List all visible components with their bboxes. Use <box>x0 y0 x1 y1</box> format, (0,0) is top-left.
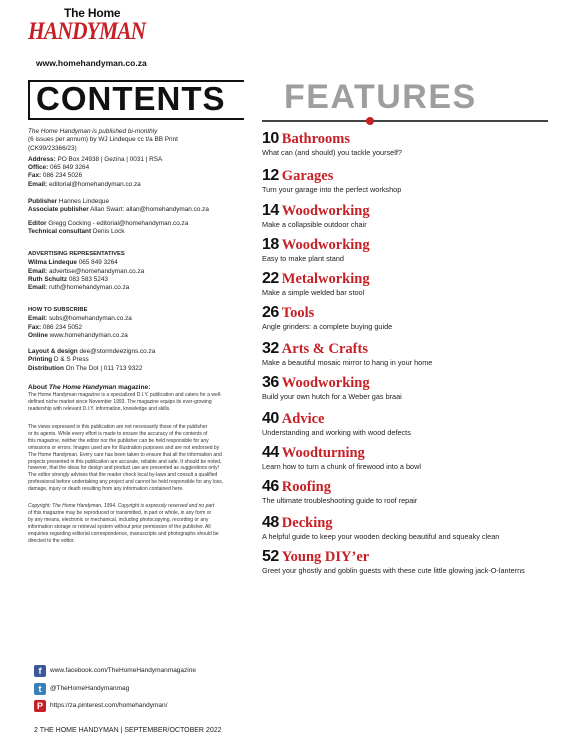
subs-online-label: Online <box>28 331 48 339</box>
publisher-value: Hannes Lindeque <box>58 198 110 205</box>
feature-heading <box>262 478 562 496</box>
feature-description: What can (and should) you tackle yourself? <box>262 148 402 157</box>
feature-description: Make a beautiful mosaic mirror to hang in your home <box>262 358 433 367</box>
subs-email-label: Email: <box>28 315 48 323</box>
disclaimer-line: damage, injury or death resulting from any information contained here. <box>28 486 184 493</box>
feature-heading <box>262 548 562 566</box>
email-label: Email: <box>28 180 48 188</box>
feature-page-number: 40 <box>262 410 279 427</box>
disclaimer-line: however, that the ideas for design and product use are presented as suggestions only! <box>28 465 219 472</box>
feature-page-number: 22 <box>262 270 279 287</box>
pinterest-icon: P <box>34 700 46 712</box>
feature-heading <box>262 236 562 254</box>
layout-label: Layout & design <box>28 348 78 355</box>
feature-page-number: 48 <box>262 514 279 531</box>
feature-page-number: 32 <box>262 340 279 357</box>
subscribe-info <box>28 306 132 340</box>
feature-title: Roofing <box>281 479 331 495</box>
feature-title: Garages <box>281 168 334 184</box>
feature-description: Turn your garage into the perfect workshop <box>262 185 402 194</box>
disclaimer-line: The Home Handyman. Every care has been taken to ensure that all the information and <box>28 451 222 458</box>
disclaimer-section <box>28 424 223 493</box>
editorial-email-link[interactable]: editorial@homehandyman.co.za <box>48 180 141 188</box>
social-link[interactable] <box>34 665 234 678</box>
logo-url[interactable]: www.homehandyman.co.za <box>36 58 147 68</box>
rep1-email-label: Email: <box>28 267 48 275</box>
feature-page-number: 46 <box>262 478 279 495</box>
copyright-section <box>28 503 219 544</box>
advertising-heading: ADVERTISING REPRESENTATIVES <box>28 251 125 257</box>
page-footer: 2 THE HOME HANDYMAN | SEPTEMBER/OCTOBER 2022 <box>34 727 222 734</box>
contents-heading: CONTENTS <box>36 80 226 117</box>
copyright-line: Copyright: The Home Handyman, 1994. Copyright is expressly reserved and no part <box>28 503 215 509</box>
feature-title: Woodworking <box>281 237 370 253</box>
disclaimer-line: omissions or errors. Images used are for illustration purposes and are not endorsed by <box>28 444 220 451</box>
feature-description: Easy to make plant stand <box>262 254 344 263</box>
feature-item[interactable] <box>262 202 562 229</box>
about-section <box>28 384 222 413</box>
subs-fax-label: Fax: <box>28 323 42 331</box>
publisher-label: Publisher <box>28 198 58 205</box>
printing-label: Printing <box>28 356 53 364</box>
feature-heading <box>262 130 562 148</box>
magazine-logo <box>28 6 158 76</box>
feature-description: Learn how to turn a chunk of firewood into a bowl <box>262 462 422 471</box>
office-value: 065 849 3264 <box>50 164 90 172</box>
rep1-name: Wilma Lindeque <box>28 259 77 267</box>
feature-item[interactable] <box>262 236 562 263</box>
disclaimer-line: projects presented in this publication are accurate, reliable and safe. It should be noted, <box>28 458 222 465</box>
address-label: Address: <box>28 155 56 163</box>
logo-top-text: The Home <box>64 6 121 20</box>
copyright-line: by any means, electronic or mechanical, including photocopying, recording or any <box>28 516 209 523</box>
about-line: The Home Handyman magazine is a specialized D.I.Y. publication and caters for a well- <box>28 392 222 399</box>
feature-page-number: 36 <box>262 374 279 391</box>
intro-line: The Home Handyman is published bi-monthly <box>28 128 158 135</box>
feature-item[interactable] <box>262 167 562 194</box>
feature-item[interactable] <box>262 410 562 437</box>
feature-heading <box>262 514 562 532</box>
about-heading-post: magazine: <box>118 384 151 391</box>
feature-description: A helpful guide to keep your wooden decking beautiful and squeaky clean <box>262 532 500 541</box>
rep1-phone: 065 849 3264 <box>78 259 118 267</box>
disclaimer-line: The views expressed in this publication are not necessarily those of the publisher <box>28 424 208 430</box>
feature-item[interactable] <box>262 548 562 575</box>
feature-title: Young DIY’er <box>281 549 370 565</box>
disclaimer-line: professional before undertaking any project and cannot be held responsible for any loss, <box>28 479 224 486</box>
subscribe-heading: HOW TO SUBSCRIBE <box>28 307 88 313</box>
copyright-line: directed to the editor. <box>28 537 75 544</box>
about-line: defined niche market since November 1993. The magazine equips its ever-growing <box>28 399 212 406</box>
feature-item[interactable] <box>262 130 562 157</box>
feature-item[interactable] <box>262 374 562 401</box>
feature-heading <box>262 374 562 392</box>
feature-page-number: 18 <box>262 236 279 253</box>
feature-item[interactable] <box>262 270 562 297</box>
rep2-phone: 083 583 5243 <box>68 275 108 283</box>
social-link[interactable] <box>34 700 234 713</box>
rep1-email-link[interactable]: advertise@homehandyman.co.za <box>48 267 145 275</box>
assoc-publisher-value: Allan Swart: allan@homehandyman.co.za <box>90 206 209 214</box>
rep2-email-label: Email: <box>28 284 48 292</box>
feature-item[interactable] <box>262 444 562 471</box>
feature-title: Woodworking <box>281 203 370 219</box>
editor-label: Editor <box>28 219 47 227</box>
distribution-value: On The Dot | 011 713 9322 <box>65 364 143 372</box>
subs-email-link[interactable]: subs@homehandyman.co.za <box>48 315 132 323</box>
copyright-line: information storage or retrieval system without prior permission of the publisher. All <box>28 523 211 530</box>
feature-description: Angle grinders: a complete buying guide <box>262 322 393 331</box>
feature-title: Bathrooms <box>281 131 351 147</box>
logo-main-text: HANDYMAN <box>28 18 146 45</box>
feature-page-number: 10 <box>262 130 279 147</box>
feature-title: Metalworking <box>281 271 370 287</box>
feature-description: Greet your ghostly and goblin guests with these cute little glowing jack-O-lanterns <box>262 566 525 575</box>
features-divider-dot <box>366 117 374 125</box>
feature-heading <box>262 167 562 185</box>
feature-title: Tools <box>281 305 315 321</box>
feature-description: The ultimate troubleshooting guide to roof repair <box>262 496 418 505</box>
tech-consultant-label: Technical consultant <box>28 227 92 235</box>
disclaimer-line: this magazine, neither the editor nor the publisher can be held responsible for any <box>28 437 209 444</box>
social-link-text[interactable]: @TheHomeHandymanmag <box>50 685 130 692</box>
feature-title: Woodworking <box>281 375 370 391</box>
feature-item[interactable] <box>262 340 562 367</box>
printing-value: D & S Press <box>53 356 89 364</box>
copyright-line: enquiries regarding editorial correspondence, manuscripts and photographs should be <box>28 530 219 537</box>
feature-heading <box>262 410 562 428</box>
about-heading-title: The Home Handyman <box>48 384 117 391</box>
address-value: PO Box 24938 | Gezina | 0031 | RSA <box>57 155 163 163</box>
advertising-info <box>28 250 144 292</box>
office-label: Office: <box>28 164 49 172</box>
facebook-icon: f <box>34 665 46 677</box>
feature-item[interactable] <box>262 478 562 505</box>
intro-line: (6 issues per annum) by WJ Lindeque cc t/a BB Print <box>28 136 178 144</box>
social-link-text[interactable]: www.facebook.com/TheHomeHandymanmagazine <box>50 667 196 674</box>
twitter-icon: t <box>34 683 46 695</box>
features-divider <box>262 120 548 122</box>
subs-online-link[interactable]: www.homehandyman.co.za <box>49 331 128 339</box>
subs-fax-value: 086 234 5052 <box>42 323 83 331</box>
feature-page-number: 14 <box>262 202 279 219</box>
feature-page-number: 12 <box>262 167 279 184</box>
fax-label: Fax: <box>28 172 42 180</box>
feature-title: Decking <box>281 515 333 531</box>
about-heading-pre: About <box>28 384 48 391</box>
social-link[interactable] <box>34 683 234 696</box>
feature-page-number: 26 <box>262 304 279 321</box>
feature-item[interactable] <box>262 304 562 331</box>
feature-title: Arts & Crafts <box>281 341 368 357</box>
intro-line: (CK99/23366/23) <box>28 144 77 152</box>
feature-heading <box>262 340 562 358</box>
feature-heading <box>262 444 562 462</box>
copyright-line: of this magazine may be reproduced or transmitted, in part or whole, in any form or <box>28 509 212 516</box>
assoc-publisher-label: Associate publisher <box>28 206 89 214</box>
distribution-label: Distribution <box>28 364 64 372</box>
feature-item[interactable] <box>262 514 562 541</box>
about-line: readership with relevant D.I.Y. information, knowledge and skills. <box>28 406 171 413</box>
rep2-name: Ruth Schultz <box>28 275 68 283</box>
disclaimer-line: or its agents. While every effort is made to ensure the accuracy of the contents of <box>28 430 208 437</box>
feature-page-number: 52 <box>262 548 279 565</box>
social-link-text[interactable]: https://za.pinterest.com/homehandyman/ <box>50 702 168 709</box>
feature-description: Understanding and working with wood defects <box>262 428 411 437</box>
tech-consultant-value: Denis Lock <box>92 227 125 235</box>
disclaimer-line: The editor strongly advises that the reader check local by-laws and consult a qualified <box>28 472 218 479</box>
features-heading: FEATURES <box>284 78 477 116</box>
fax-value: 086 234 5026 <box>42 172 83 180</box>
feature-title: Advice <box>281 411 325 427</box>
feature-description: Make a simple welded bar stool <box>262 288 365 297</box>
feature-heading <box>262 202 562 220</box>
editor-value: Gregg Cocking - editorial@homehandyman.co.za <box>48 219 189 227</box>
production-info <box>28 348 155 373</box>
layout-value[interactable]: dee@stormdeezigns.co.za <box>79 348 156 355</box>
publication-info <box>28 128 178 189</box>
staff-info <box>28 198 209 236</box>
feature-description: Build your own hutch for a Weber gas braai <box>262 392 402 401</box>
feature-description: Make a collapsible outdoor chair <box>262 220 367 229</box>
feature-title: Woodturning <box>281 445 365 461</box>
rep2-email-link[interactable]: ruth@homehandyman.co.za <box>48 284 130 292</box>
feature-heading <box>262 304 562 322</box>
feature-page-number: 44 <box>262 444 279 461</box>
feature-heading <box>262 270 562 288</box>
